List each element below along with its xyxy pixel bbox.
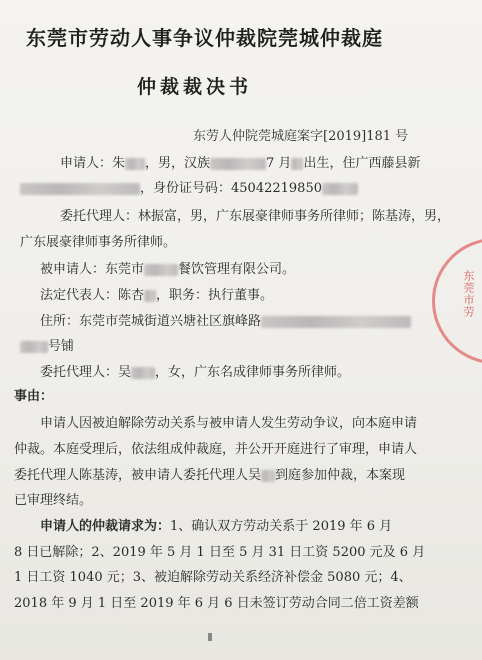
applicant-line: 申请人：朱 ，男，汉族 7 月 出生，住广西藤县新 — [60, 156, 421, 171]
redaction — [210, 158, 266, 170]
reason-line-4: 已审理终结。 — [14, 493, 93, 508]
claims-line-1: 申请人的仲裁请求为：1、确认双方劳动关系于 2019 年 6 月 — [40, 519, 393, 534]
respondent-line: 被申请人：东莞市 餐饮管理有限公司。 — [40, 262, 296, 277]
reason-heading: 事由： — [14, 389, 54, 404]
seal-text: 东莞市劳 — [462, 270, 475, 318]
applicant-address-line: ，身份证号码：45042219850 — [20, 177, 358, 196]
address-line: 住所：东莞市莞城街道兴塘社区旗峰路 — [40, 310, 411, 329]
applicant-agent-line-2: 广东展豪律师事务所律师。 — [20, 235, 177, 250]
applicant-agent-line-1: 委托代理人：林振富，男，广东展豪律师事务所律师；陈基涛，男， — [60, 209, 451, 224]
redaction — [20, 341, 48, 353]
redaction — [125, 158, 145, 170]
redaction — [291, 158, 303, 170]
redaction — [131, 367, 155, 379]
reason-line-3: 委托代理人陈基涛，被申请人委托代理人吴 到庭参加仲裁，本案现 — [14, 468, 406, 483]
document-title: 仲裁裁决书 — [137, 76, 253, 98]
redaction — [261, 316, 411, 328]
applicant-id: 45042219850 — [231, 181, 322, 196]
reason-line-2: 仲裁。本庭受理后，依法组成仲裁庭，并公开开庭进行了审理，申请人 — [14, 442, 418, 457]
page-mark — [208, 633, 212, 641]
applicant-label: 申请人：朱 — [60, 156, 126, 171]
reason-line-1: 申请人因被迫解除劳动关系与被申请人发生劳动争议，向本庭申请 — [40, 416, 418, 431]
institution-title: 东莞市劳动人事争议仲裁院莞城仲裁庭 — [26, 26, 383, 50]
redaction — [20, 183, 140, 195]
respondent-agent-line: 委托代理人：吴 ，女，广东名成律师事务所律师。 — [40, 365, 351, 380]
case-number: 东劳人仲院莞城庭案字[2019]181 号 — [193, 129, 409, 144]
redaction — [144, 290, 156, 302]
redaction — [322, 183, 358, 195]
claims-line-4: 2018 年 9 月 1 日至 2019 年 6 月 6 日未签订劳动合同二倍工资差额 — [14, 596, 419, 611]
address-line-2: 号铺 — [20, 335, 74, 354]
claims-line-2: 8 日已解除；2、2019 年 5 月 1 日至 5 月 31 日工资 5200 元及 6 月 — [14, 545, 426, 560]
redaction — [261, 470, 275, 482]
redaction — [144, 264, 178, 276]
claims-line-3: 1 日工资 1040 元；3、被迫解除劳动关系经济补偿金 5080 元；4、 — [14, 570, 412, 585]
legal-representative-line: 法定代表人：陈杏 ，职务：执行董事。 — [40, 288, 274, 303]
claims-lead: 申请人的仲裁请求为： — [40, 519, 171, 534]
